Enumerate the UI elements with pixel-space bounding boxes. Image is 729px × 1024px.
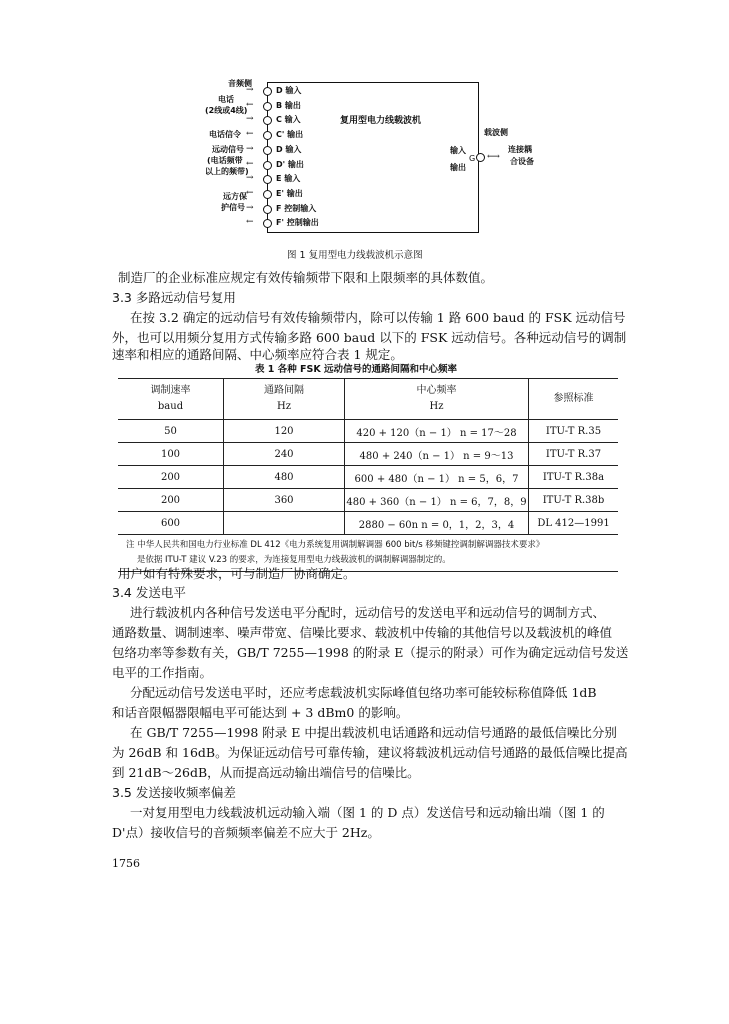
paragraph: 进行载波机内各种信号发送电平分配时，远动信号的发送电平和远动信号的调制方式、	[130, 605, 606, 620]
phone-label: 电话	[218, 95, 234, 104]
paragraph: 电平的工作指南。	[112, 665, 213, 680]
table-row	[118, 420, 618, 443]
paragraph: 在 GB/T 7255—1998 附录 E 中提出载波机电话通路和远动信号通路的最低信噪比分别	[130, 725, 617, 740]
io-in-label: 输入	[450, 146, 466, 155]
paragraph: 包络功率等参数有关，GB/T 7255—1998 的附录 E（提示的附录）可作为确定远动信号发送	[112, 645, 629, 660]
table-cell: 240	[224, 443, 345, 466]
paragraph: 到 21dB～26dB，从而提高远动输出端信号的信噪比。	[112, 765, 420, 780]
table-cell	[224, 512, 345, 535]
table-cell: 480 + 240（n − 1） n = 9～13	[345, 443, 529, 466]
table-cell: 480	[224, 466, 345, 489]
arrow-right-icon: →	[246, 173, 254, 184]
port-label: C 输入	[276, 115, 301, 125]
port-label: D 输入	[276, 144, 302, 154]
paragraph: 分配远动信号发送电平时，还应考虑载波机实际峰值包络功率可能较标称值降低 1dB	[130, 685, 597, 700]
paragraph: 为 26dB 和 16dB。为保证远动信号可靠传输，建议将载波机远动信号通路的最低信噪比提高	[112, 745, 628, 760]
port-circle	[263, 205, 272, 214]
arrow-right-icon: →	[246, 202, 254, 213]
table-cell: 360	[224, 489, 345, 512]
port-label: F' 控制输出	[276, 218, 319, 228]
table-cell: ITU-T R.37	[529, 443, 619, 466]
telecontrol-sub2: 以上的频带)	[205, 167, 249, 176]
header-unit: Hz	[277, 401, 291, 412]
table-row	[118, 489, 618, 512]
arrow-left-icon: ←	[246, 187, 254, 198]
table-cell: 200	[118, 466, 224, 489]
bidirectional-arrow-icon: ⟷	[487, 152, 500, 162]
header-cell: 调制速率	[150, 385, 191, 396]
page-number: 1756	[112, 857, 140, 870]
arrow-left-icon: ←	[246, 158, 254, 169]
table-row	[118, 512, 618, 535]
paragraph: 用户如有特殊要求，可与制造厂协商确定。	[118, 566, 356, 581]
header-cell: 中心频率	[416, 385, 457, 396]
paragraph: 制造厂的企业标准应规定有效传输频带下限和上限频率的具体数值。	[118, 270, 494, 285]
port-label: D 输入	[276, 86, 302, 95]
phone-sub-label: (2线或4线)	[205, 106, 248, 115]
table-header-row	[118, 379, 618, 420]
paragraph: 外，也可以用频分复用方式传输多路 600 baud 以下的 FSK 远动信号。各种远动信号的调制	[112, 330, 627, 345]
paragraph: D'点）接收信号的音频频率偏差不应大于 2Hz。	[112, 825, 380, 840]
audio-side-label: 音频侧	[228, 79, 252, 88]
table-cell: 50	[118, 420, 224, 443]
table-cell: 480 + 360（n − 1） n = 6，7，8，9	[345, 489, 529, 512]
port-label: B 输出	[276, 100, 301, 110]
port-circle	[263, 190, 272, 199]
protection-label-2: 护信号	[221, 203, 245, 212]
header-unit: Hz	[429, 401, 444, 412]
table-cell: ITU-T R.38b	[529, 489, 619, 512]
io-out-label: 输出	[450, 163, 466, 172]
arrow-right-icon: →	[246, 143, 254, 154]
section-heading-3-4: 3.4 发送电平	[112, 585, 186, 600]
header-unit: baud	[157, 401, 184, 412]
port-circle	[263, 87, 272, 96]
header-cell: 通路间隔	[264, 385, 304, 396]
port-label: E' 输出	[276, 188, 303, 198]
telecontrol-label: 远动信号	[212, 145, 244, 154]
table-cell: 600 + 480（n − 1） n = 5，6，7	[345, 466, 529, 489]
arrow-left-icon: ←	[246, 217, 254, 228]
port-label: D' 输出	[276, 159, 304, 169]
arrow-right-icon: →	[246, 85, 254, 95]
box-title: 复用型电力线载波机	[340, 116, 422, 126]
table-title: 表 1 各种 FSK 远动信号的通路间隔和中心频率	[255, 364, 458, 375]
carrier-side-label: 载波侧	[484, 128, 508, 137]
table-cell: 420 + 120（n − 1） n = 17～28	[345, 420, 529, 443]
paragraph: 和话音限幅器限幅电平可能达到 + 3 dBm0 的影响。	[112, 705, 409, 720]
note-line-1: 注 中华人民共和国电力行业标准 DL 412《电力系统复用调制解调器 600 bit/s 移频键控调制解调器技术要求》	[126, 540, 545, 550]
port-circle	[263, 161, 272, 170]
protection-label-1: 远方保	[223, 192, 247, 201]
arrow-left-icon: ←	[246, 99, 254, 110]
arrow-left-icon: ←	[246, 129, 254, 140]
note-line-2: 是依据 ITU-T 建议 V.23 的要求，为连接复用型电力线载波机的调制解调器制定的。	[136, 555, 451, 565]
section-heading-3-3: 3.3 多路远动信号复用	[112, 290, 236, 305]
table-cell: 600	[118, 512, 224, 535]
header-cell: 参照标准	[553, 393, 594, 404]
port-g-label: G	[469, 154, 476, 163]
section-heading-3-5: 3.5 发送接收频率偏差	[112, 785, 236, 800]
phone-signal-label: 电话信令	[209, 130, 241, 139]
paragraph: 通路数量、调制速率、噪声带宽、信噪比要求、载波机中传输的其他信号以及载波机的峰值	[112, 625, 613, 640]
table-cell: 120	[224, 420, 345, 443]
port-g-circle	[476, 153, 485, 162]
table-1	[118, 378, 618, 572]
paragraph: 一对复用型电力线载波机远动输入端（图 1 的 D 点）发送信号和远动输出端（图 1 的	[130, 805, 605, 820]
connect-label-2: 合设备	[510, 157, 534, 166]
paragraph: 速率和相应的通路间隔、中心频率应符合表 1 规定。	[112, 347, 403, 362]
figure-caption: 图 1 复用型电力线载波机示意图	[287, 250, 423, 261]
port-label: F 控制输入	[276, 203, 317, 213]
table-cell: DL 412—1991	[529, 512, 619, 535]
table-cell: 2880 − 60n n = 0，1，2，3，4	[345, 512, 529, 535]
port-circle	[263, 146, 272, 155]
port-label: E 输入	[276, 174, 301, 184]
arrow-right-icon: →	[246, 114, 254, 125]
port-circle	[263, 102, 272, 111]
port-label: C' 输出	[276, 130, 304, 140]
table-row	[118, 466, 618, 489]
telecontrol-sub1: (电话频带	[207, 156, 243, 165]
connect-label-1: 连接耦	[508, 145, 532, 154]
table-cell: 100	[118, 443, 224, 466]
table-cell: ITU-T R.35	[529, 420, 619, 443]
paragraph: 在按 3.2 确定的远动信号有效传输频带内，除可以传输 1 路 600 baud 的 FSK 远动信号	[130, 310, 626, 325]
table-row	[118, 443, 618, 466]
table-cell: 200	[118, 489, 224, 512]
table-cell: ITU-T R.38a	[529, 466, 619, 489]
